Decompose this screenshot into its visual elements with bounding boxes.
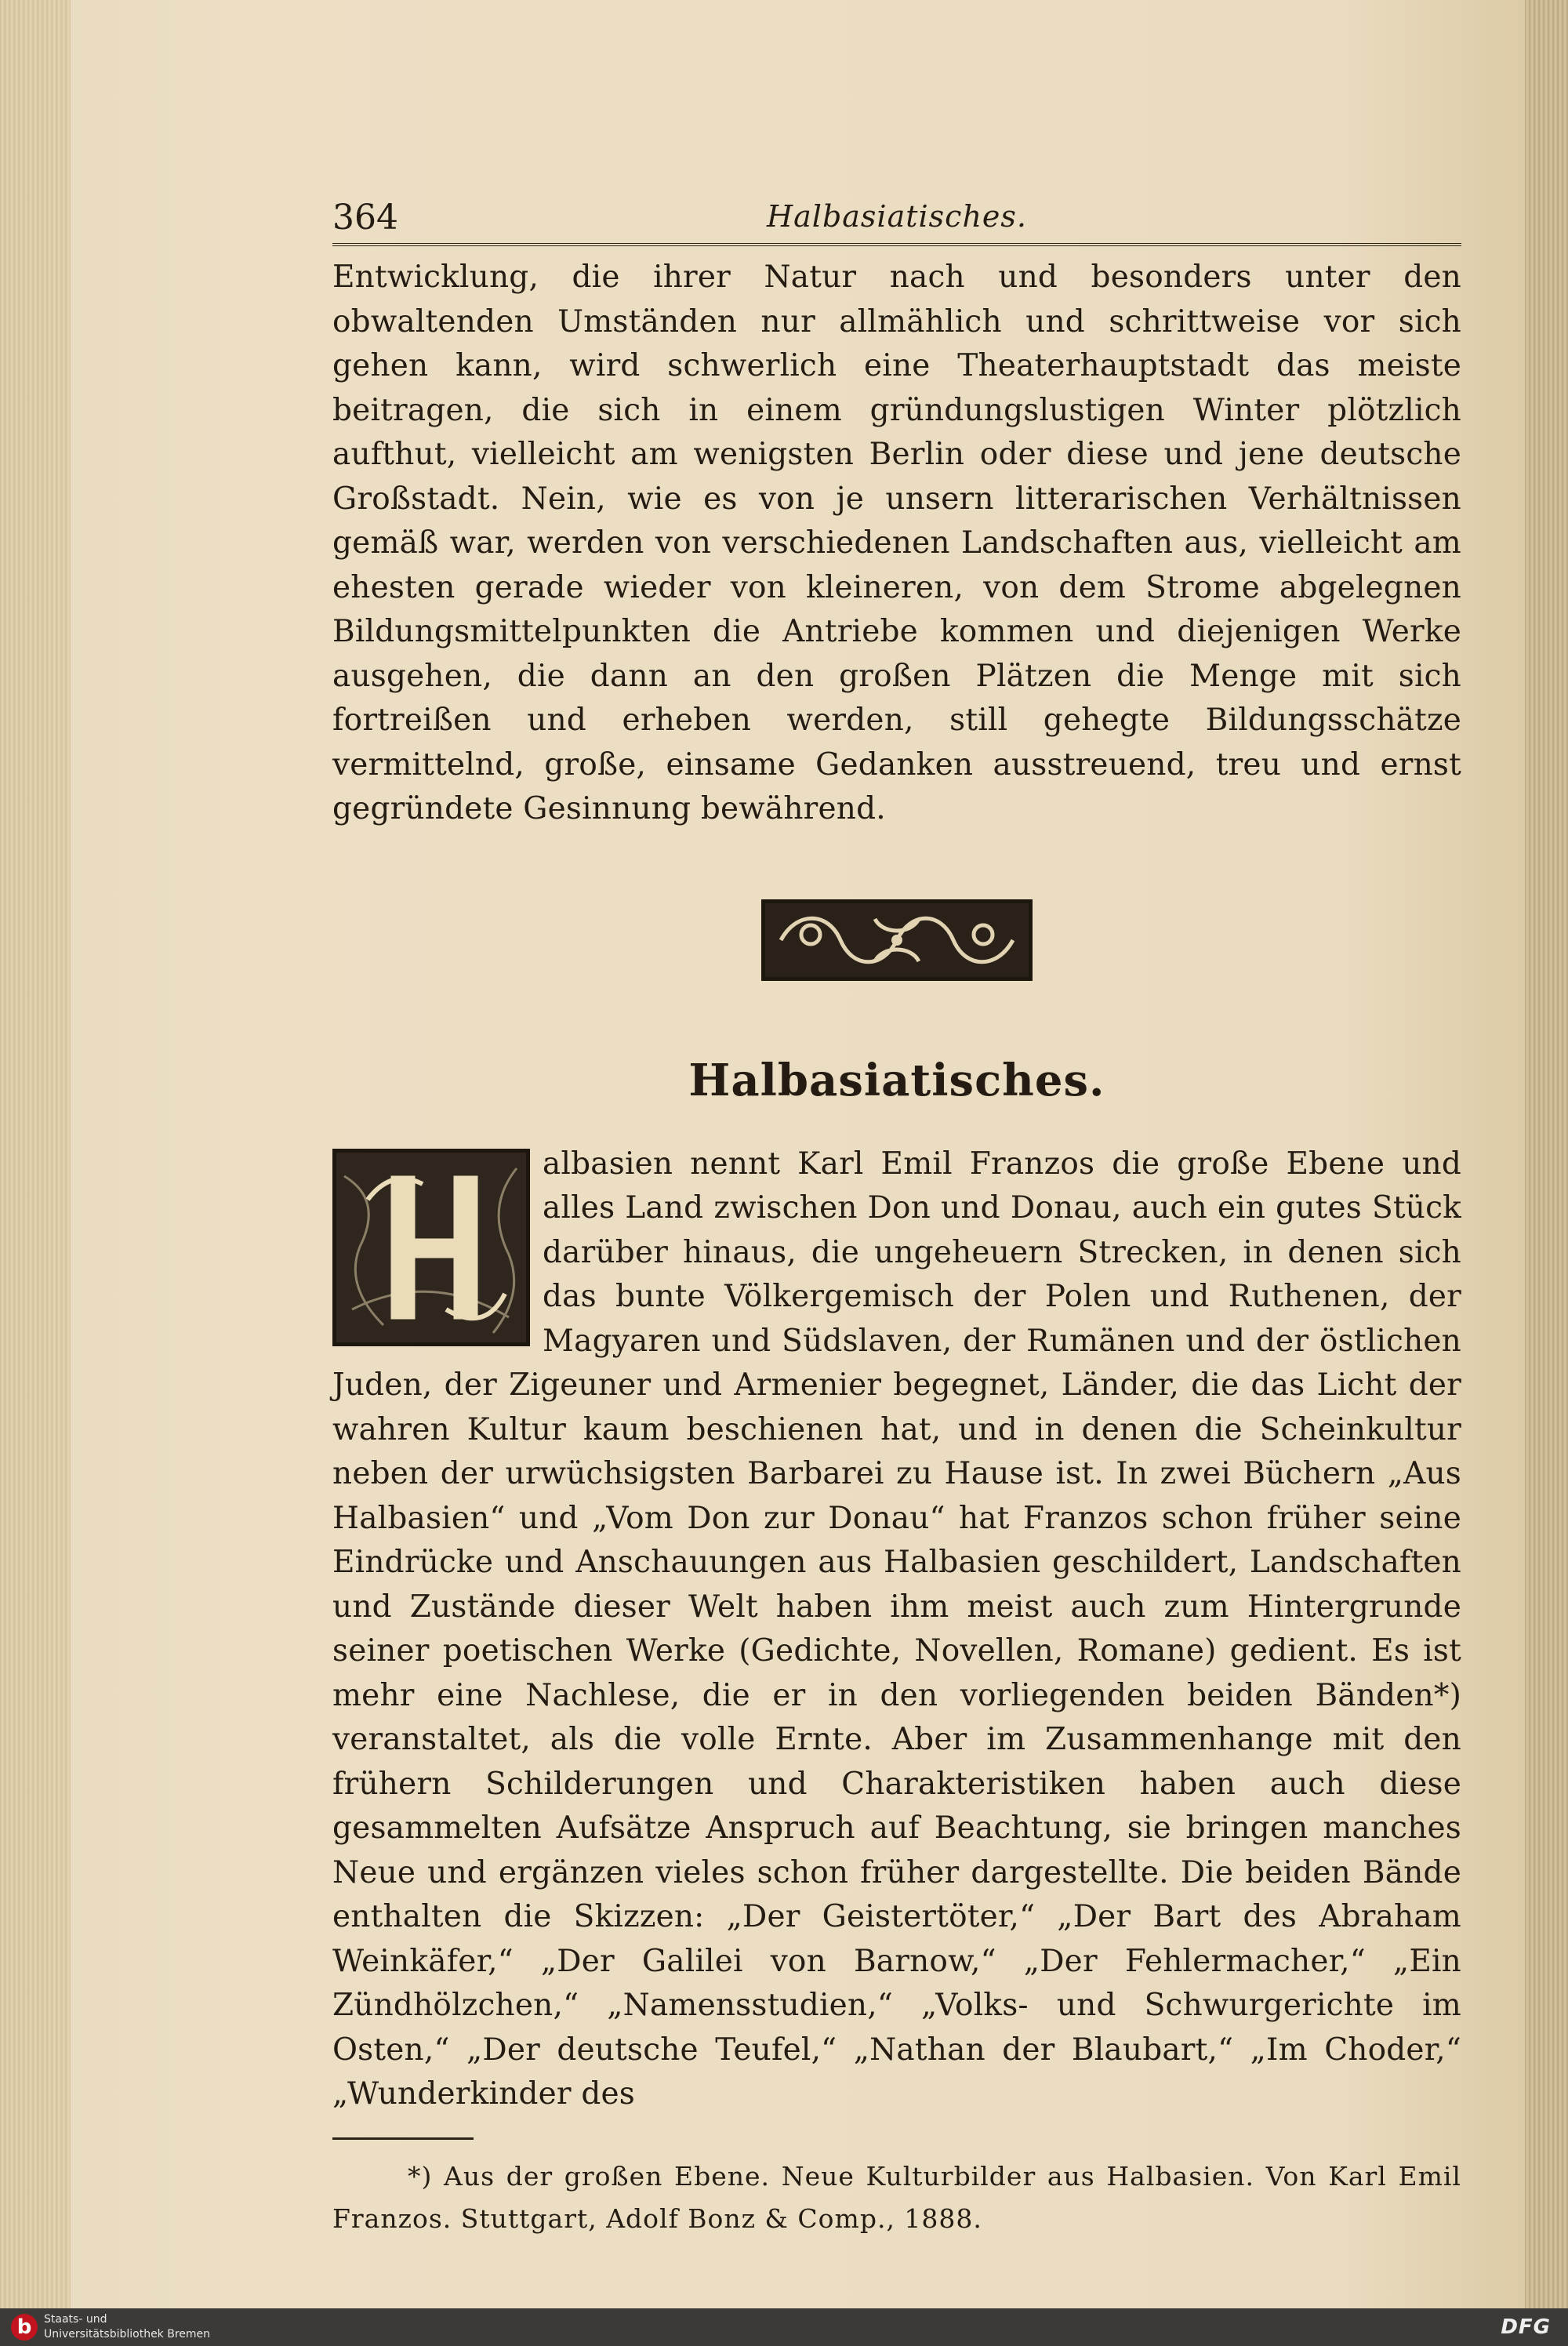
institution-line-1: Staats- und	[44, 2313, 107, 2326]
page-content	[332, 188, 1461, 2266]
footnote-rule	[332, 2137, 474, 2140]
library-logo[interactable]: b	[11, 2314, 38, 2341]
dfg-logo[interactable]: DFG	[1501, 2315, 1551, 2339]
footnote	[332, 2155, 1461, 2240]
section-title: Halbasiatisches.	[688, 1054, 1105, 1106]
running-header	[332, 188, 1461, 246]
drop-cap-h-icon	[336, 1153, 526, 1342]
ornament-icon	[765, 903, 1029, 977]
page-edge-right	[1525, 0, 1568, 2308]
institution-line-2: Universitätsbibliothek Bremen	[44, 2328, 211, 2341]
drop-cap-initial	[332, 1149, 530, 1346]
viewer-footer-bar	[0, 2308, 1568, 2346]
body-paragraph: Entwicklung, die ihrer Natur nach und besonders unter den obwaltenden Umständen nur allmählich und schrittweise vor sich gehen kann, wird schwerlich eine Theaterhauptstadt das meiste beitragen, die sich in einem gründungslustigen Winter plötzlich aufthut, vielleicht am wenigsten Berlin oder diese und jene deutsche Großstadt. Nein, wie es von je unsern litterarischen Verhältnissen gemäß war, werden von verschiedenen Landschaften aus, vielleicht am ehesten gerade wieder von kleineren, von dem Strome abgelegnen Bildungsmittelpunkten die Antriebe kommen und diejenigen Werke ausgehen, die dann an den großen Plätzen die Menge mit sich fortreißen und erheben werden, still gehegte Bildungsschätze vermittelnd, große, einsame Gedanken ausstreuend, treu und ernst gegründete Gesinnung bewährend.	[332, 260, 1461, 826]
institution-name	[44, 2312, 210, 2342]
section-body	[332, 1142, 1461, 2117]
page-edge-left	[0, 0, 71, 2308]
footnote-text: *) Aus der großen Ebene. Neue Kulturbilder aus Halbasien. Von Karl Emil Franzos. Stuttgart, Adolf Bonz & Comp., 1888.	[332, 2160, 1461, 2234]
ornament-vignette	[761, 899, 1033, 981]
running-title: Halbasiatisches.	[767, 199, 1027, 234]
page-number: 364	[332, 198, 398, 238]
section-paragraph: albasien nennt Karl Emil Franzos die große Ebene und alles Land zwischen Don und Donau, auch ein gutes Stück darüber hinaus, die ungeheuern Strecken, in denen sich das bunte Völkergemisch der Polen und Ruthenen, der Magyaren und Südslaven, der Rumänen und der östlichen Juden, der Zigeuner und Armenier begegnet, Länder, die das Licht der wahren Kultur kaum beschienen hat, und in denen die Scheinkultur neben der urwüchsigsten Barbarei zu Hause ist. In zwei Büchern „Aus Halbasien“ und „Vom Don zur Donau“ hat Franzos schon früher seine Eindrücke und Anschauungen aus Halbasien geschildert, Landschaften und Zustände dieser Welt haben ihm meist auch zum Hintergrunde seiner poetischen Werke (Gedichte, Novellen, Romane) gedient. Es ist mehr eine Nachlese, die er in den vorliegenden beiden Bänden*) veranstaltet, als die volle Ernte. Aber im Zusammenhange mit den frühern Schilderungen und Charakteristiken haben auch diese gesammelten Aufsätze Anspruch auf Beachtung, sie bringen manches Neue und ergänzen vieles schon früher dargestellte. Die beiden Bände enthalten die Skizzen: „Der Geistertöter,“ „Der Bart des Abraham Weinkäfer,“ „Der Galilei von Barnow,“ „Der Fehlermacher,“ „Ein Zündhölzchen,“ „Namensstudien,“ „Volks- und Schwurgerichte im Osten,“ „Der deutsche Teufel,“ „Nathan der Blaubart,“ „Im Choder,“ „Wunderkinder des	[332, 1146, 1461, 2112]
